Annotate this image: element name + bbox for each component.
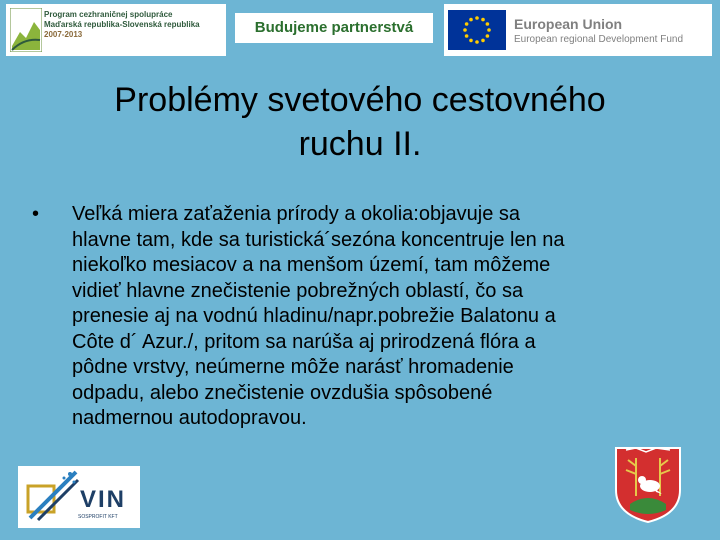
eu-star <box>486 22 490 26</box>
coat-of-arms-icon <box>614 446 682 524</box>
program-line-1: Program cezhraničnej spolupráce <box>44 10 173 19</box>
eu-star <box>465 34 469 38</box>
program-mountain-icon <box>10 8 42 52</box>
eu-flag-icon <box>448 10 506 50</box>
eu-star <box>469 39 473 43</box>
bullet-icon: • <box>32 203 40 225</box>
bullet-line: pôdne vrstvy, neúmerne môže narásť hromadenie <box>72 356 514 378</box>
eu-star <box>465 22 469 26</box>
eu-subtitle: European regional Development Fund <box>514 34 683 45</box>
eu-star <box>463 28 467 32</box>
program-logo <box>6 4 226 56</box>
eu-logo <box>444 4 712 56</box>
bullet-line: vidieť hlavne znečistenie pobrežných oblastí, čo sa <box>72 279 524 302</box>
eu-star <box>481 39 485 43</box>
program-line-3: 2007-2013 <box>44 30 83 39</box>
eu-title: European Union <box>514 16 623 32</box>
partnership-logo <box>235 13 433 43</box>
partnership-logo-text: Budujeme partnerstvá <box>254 19 414 36</box>
eu-star <box>475 16 479 20</box>
title-line-1: Problémy svetového cestovného <box>114 81 606 119</box>
bullet-item <box>32 202 672 432</box>
bullet-line: hlavne tam, kde sa turistická´sezóna koncentruje len na <box>72 228 565 251</box>
bullet-line: prenesie aj na vodnú hladinu/napr.pobrežie Balatonu a <box>72 305 556 327</box>
eu-star <box>469 18 473 22</box>
page-title <box>40 78 680 166</box>
bullet-text <box>72 202 672 432</box>
eu-star <box>475 40 479 44</box>
bullet-line: Côte d´ Azur./, pritom sa narúša aj prirodzená flóra a <box>72 330 536 353</box>
vin-logo-subtext: SOSPROFIT KFT <box>78 514 118 520</box>
vin-logo <box>18 466 140 528</box>
vin-logo-text: VIN <box>80 486 127 513</box>
bullet-line: nadmernou autodopravou. <box>72 407 307 429</box>
eu-star <box>486 34 490 38</box>
eu-star <box>481 18 485 22</box>
vin-swoosh-icon <box>20 468 80 526</box>
eu-star <box>487 28 491 32</box>
program-line-2: Maďarská republika-Slovenská republika <box>44 20 200 29</box>
bullet-line: odpadu, alebo znečistenie ovzdušia spôsobené <box>72 381 493 404</box>
bullet-line: niekoľko mesiacov a na menšom území, tam môžeme <box>72 254 551 276</box>
title-line-2: ruchu II. <box>298 125 422 163</box>
bullet-line: Veľká miera zaťaženia prírody a okolia:objavuje sa <box>72 203 521 225</box>
